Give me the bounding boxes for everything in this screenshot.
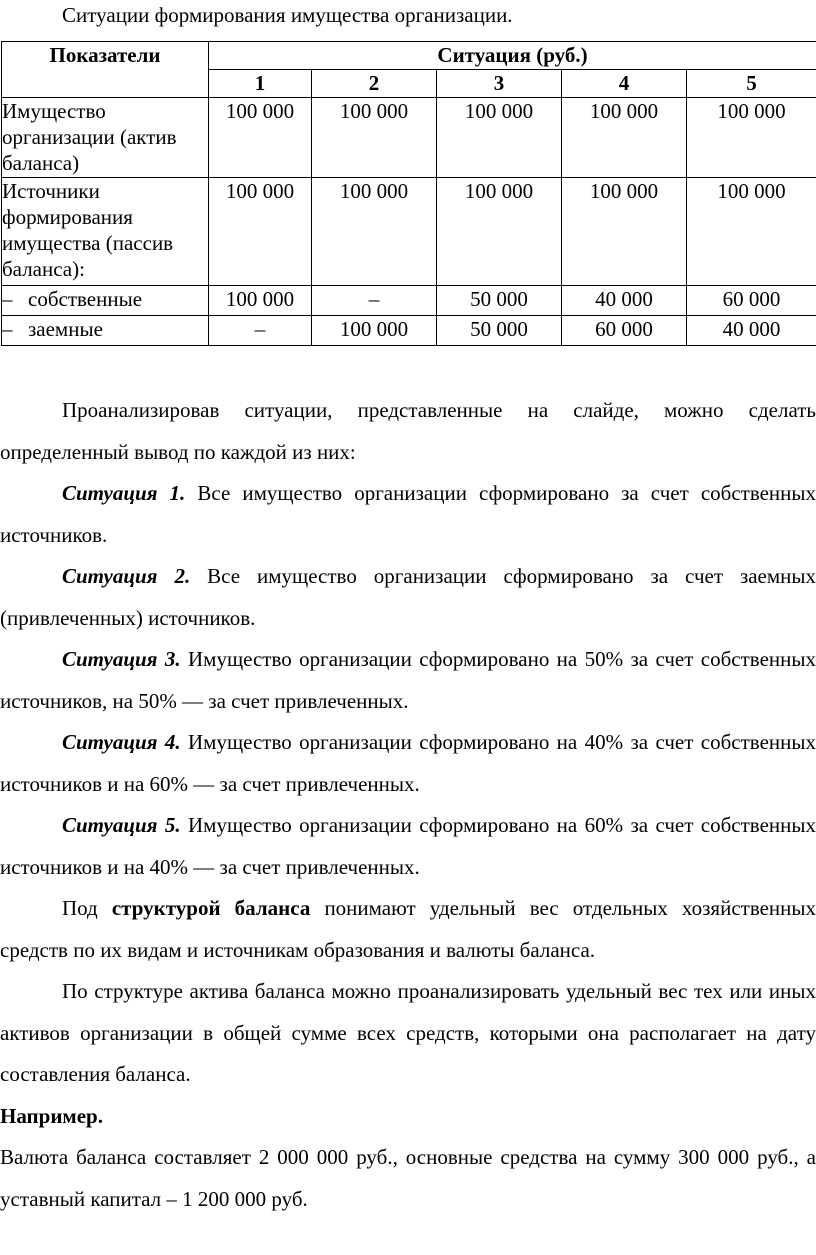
table-row <box>2 178 816 286</box>
situation-title: Ситуация 3. <box>62 647 181 671</box>
table-cell: 100 000 <box>687 98 816 178</box>
table-cell: 100 000 <box>312 316 437 346</box>
table-cell: 60 000 <box>562 316 687 346</box>
table-cell: 100 000 <box>312 178 437 286</box>
row-label <box>2 286 209 316</box>
dash-marker: – <box>2 317 13 341</box>
column-header: 4 <box>562 70 687 98</box>
asset-structure-paragraph: По структуре актива баланса можно проанализировать удельный вес тех или иных активов организации в общей сумме всех средств, которыми она располагает на дату составления баланса. <box>0 979 816 1086</box>
column-header: 5 <box>687 70 816 98</box>
situation-text: Все имущество организации сформировано за счет собственных источников. <box>0 481 816 547</box>
table-cell: 100 000 <box>312 98 437 178</box>
dash-marker: – <box>2 287 13 311</box>
situation-text: Все имущество организации сформировано за счет заемных (привлеченных) источников. <box>0 564 816 630</box>
row-label-text: заемные <box>28 317 103 341</box>
situation-title: Ситуация 5. <box>62 813 181 837</box>
table-cell: 100 000 <box>209 178 312 286</box>
table-cell: 60 000 <box>687 286 816 316</box>
table-cell: 40 000 <box>687 316 816 346</box>
situation-text: Имущество организации сформировано на 60% за счет собственных источников и на 40% — за счет привлеченных. <box>0 813 816 879</box>
example-paragraph: Валюта баланса составляет 2 000 000 руб., основные средства на сумму 300 000 руб., а уставный капитал – 1 200 000 руб. <box>0 1145 816 1211</box>
table-cell: – <box>209 316 312 346</box>
header-situation: Ситуация (руб.) <box>209 42 816 70</box>
situation-title: Ситуация 4. <box>62 730 181 754</box>
situation-text: Имущество организации сформировано на 40% за счет собственных источников и на 60% — за счет привлеченных. <box>0 730 816 796</box>
column-header: 2 <box>312 70 437 98</box>
table-cell: 40 000 <box>562 286 687 316</box>
table-row <box>2 316 816 346</box>
table-cell: 100 000 <box>562 178 687 286</box>
situation-text: Имущество организации сформировано на 50% за счет собственных источников, на 50% — за счет привлеченных. <box>0 647 816 713</box>
row-label: Источники формирования имущества (пассив баланса): <box>2 178 209 286</box>
structure-term: структурой баланса <box>111 896 311 920</box>
table-cell: 100 000 <box>437 98 562 178</box>
document-body <box>0 390 816 1220</box>
structure-paragraph <box>0 888 816 971</box>
table-cell: 50 000 <box>437 286 562 316</box>
table-cell: 100 000 <box>209 286 312 316</box>
situation-5 <box>0 805 816 888</box>
example-heading: Например. <box>0 1103 103 1128</box>
table-caption: Ситуации формирования имущества организации. <box>62 3 513 27</box>
table-cell: 100 000 <box>437 178 562 286</box>
table-cell: 50 000 <box>437 316 562 346</box>
situation-2 <box>0 556 816 639</box>
table-cell: 100 000 <box>209 98 312 178</box>
structure-after: понимают удельный вес отдельных хозяйственных средств по их видам и источникам образования и валюты баланса. <box>0 896 816 962</box>
structure-before: Под <box>62 896 98 920</box>
situation-title: Ситуация 1. <box>62 481 186 505</box>
situation-1 <box>0 473 816 556</box>
table-cell: – <box>312 286 437 316</box>
table-cell: 100 000 <box>687 178 816 286</box>
table-header-row <box>2 42 816 70</box>
row-label: Имущество организации (актив баланса) <box>2 98 209 178</box>
situation-3 <box>0 639 816 722</box>
row-label-text: собственные <box>28 287 143 311</box>
table-row <box>2 98 816 178</box>
header-indicators: Показатели <box>2 42 209 98</box>
column-header: 1 <box>209 70 312 98</box>
table-cell: 100 000 <box>562 98 687 178</box>
situation-4 <box>0 722 816 805</box>
situation-title: Ситуация 2. <box>62 564 191 588</box>
row-label <box>2 316 209 346</box>
table-row <box>2 286 816 316</box>
situations-table <box>1 41 816 346</box>
intro-paragraph: Проанализировав ситуации, представленные на слайде, можно сделать определенный вывод по каждой из них: <box>0 398 816 464</box>
column-header: 3 <box>437 70 562 98</box>
